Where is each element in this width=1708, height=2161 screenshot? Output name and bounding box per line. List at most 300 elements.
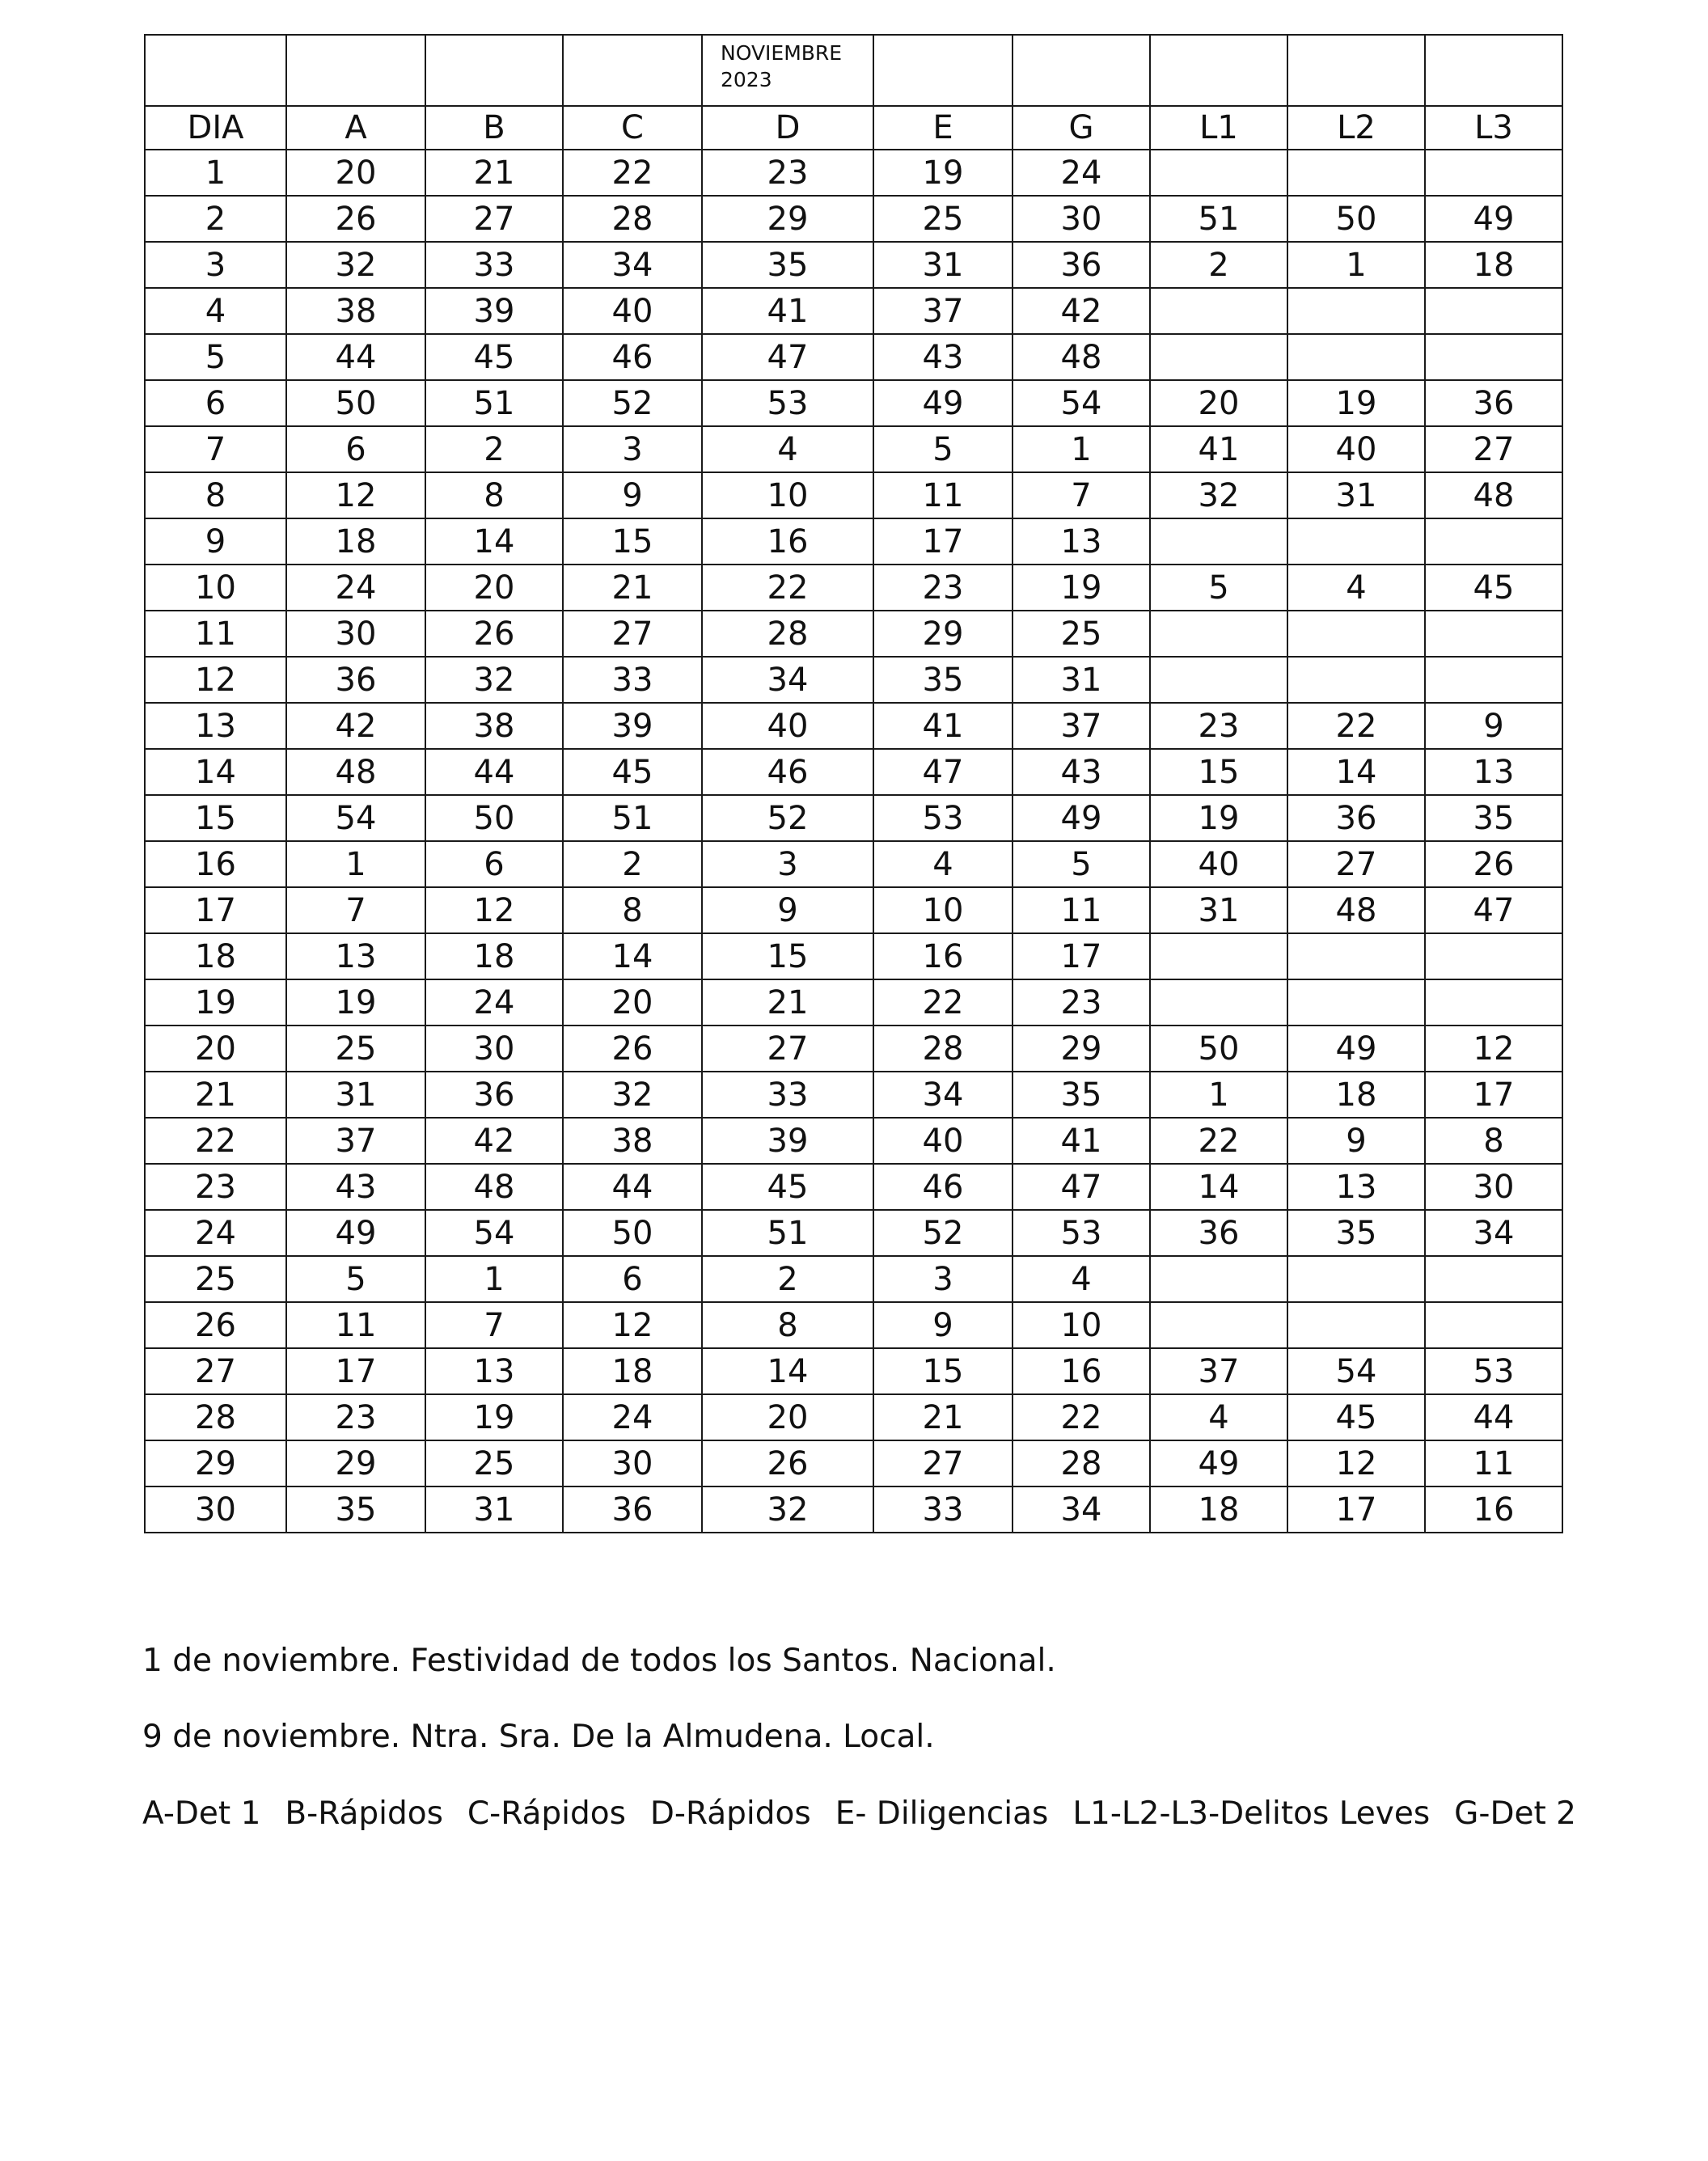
assignment-cell: 30 bbox=[1425, 1164, 1562, 1210]
assignment-cell: 30 bbox=[1013, 196, 1150, 242]
empty-cell bbox=[145, 35, 286, 106]
assignment-cell: 1 bbox=[1150, 1072, 1287, 1118]
table-row bbox=[145, 380, 1562, 426]
assignment-cell: 50 bbox=[286, 380, 425, 426]
assignment-cell: 33 bbox=[702, 1072, 873, 1118]
assignment-cell: 34 bbox=[1013, 1486, 1150, 1533]
assignment-cell bbox=[1425, 611, 1562, 657]
assignment-cell: 4 bbox=[1150, 1394, 1287, 1440]
assignment-cell: 33 bbox=[425, 242, 563, 288]
assignment-cell: 47 bbox=[1013, 1164, 1150, 1210]
assignment-cell: 29 bbox=[286, 1440, 425, 1486]
assignment-cell: 49 bbox=[1425, 196, 1562, 242]
assignment-cell bbox=[1287, 1256, 1425, 1302]
assignment-cell: 36 bbox=[286, 657, 425, 703]
assignment-cell: 22 bbox=[702, 565, 873, 611]
assignment-cell: 44 bbox=[563, 1164, 702, 1210]
assignment-cell bbox=[1425, 933, 1562, 979]
assignment-cell: 28 bbox=[1013, 1440, 1150, 1486]
assignment-cell: 50 bbox=[425, 795, 563, 841]
assignment-cell: 31 bbox=[286, 1072, 425, 1118]
table-row bbox=[145, 472, 1562, 518]
assignment-cell: 13 bbox=[1287, 1164, 1425, 1210]
table-row bbox=[145, 749, 1562, 795]
assignment-cell: 53 bbox=[1425, 1348, 1562, 1394]
assignment-cell: 21 bbox=[563, 565, 702, 611]
assignment-cell: 51 bbox=[425, 380, 563, 426]
assignment-cell: 13 bbox=[425, 1348, 563, 1394]
assignment-cell bbox=[1425, 1302, 1562, 1348]
assignment-cell: 2 bbox=[702, 1256, 873, 1302]
day-cell: 13 bbox=[145, 703, 286, 749]
assignment-cell: 8 bbox=[1425, 1118, 1562, 1164]
assignment-cell: 24 bbox=[563, 1394, 702, 1440]
day-cell: 27 bbox=[145, 1348, 286, 1394]
assignment-cell: 53 bbox=[1013, 1210, 1150, 1256]
assignment-cell: 29 bbox=[702, 196, 873, 242]
assignment-cell: 23 bbox=[1013, 979, 1150, 1026]
table-row bbox=[145, 887, 1562, 933]
assignment-cell: 17 bbox=[1425, 1072, 1562, 1118]
assignment-cell bbox=[1287, 334, 1425, 380]
table-row bbox=[145, 426, 1562, 472]
assignment-cell: 27 bbox=[563, 611, 702, 657]
assignment-cell: 41 bbox=[702, 288, 873, 334]
assignment-cell: 25 bbox=[286, 1026, 425, 1072]
assignment-cell: 22 bbox=[1013, 1394, 1150, 1440]
assignment-cell bbox=[1425, 150, 1562, 196]
assignment-cell: 18 bbox=[425, 933, 563, 979]
assignment-cell: 43 bbox=[873, 334, 1013, 380]
assignment-cell: 41 bbox=[1013, 1118, 1150, 1164]
day-cell: 16 bbox=[145, 841, 286, 887]
assignment-cell: 42 bbox=[286, 703, 425, 749]
assignment-cell: 9 bbox=[873, 1302, 1013, 1348]
day-cell: 21 bbox=[145, 1072, 286, 1118]
day-cell: 10 bbox=[145, 565, 286, 611]
column-header: G bbox=[1013, 106, 1150, 150]
table-row bbox=[145, 1210, 1562, 1256]
table-row bbox=[145, 334, 1562, 380]
assignment-cell: 35 bbox=[286, 1486, 425, 1533]
assignment-cell: 54 bbox=[425, 1210, 563, 1256]
table-row bbox=[145, 657, 1562, 703]
assignment-cell: 54 bbox=[1013, 380, 1150, 426]
assignment-cell: 12 bbox=[425, 887, 563, 933]
assignment-cell: 45 bbox=[702, 1164, 873, 1210]
assignment-cell: 14 bbox=[1150, 1164, 1287, 1210]
assignment-cell: 26 bbox=[1425, 841, 1562, 887]
assignment-cell bbox=[1425, 518, 1562, 565]
assignment-cell bbox=[1287, 150, 1425, 196]
assignment-cell: 24 bbox=[286, 565, 425, 611]
assignment-cell: 49 bbox=[1150, 1440, 1287, 1486]
assignment-cell: 27 bbox=[873, 1440, 1013, 1486]
assignment-cell bbox=[1287, 933, 1425, 979]
table-row bbox=[145, 841, 1562, 887]
assignment-cell: 21 bbox=[873, 1394, 1013, 1440]
assignment-cell: 33 bbox=[873, 1486, 1013, 1533]
month-title-name: NOVIEMBRE bbox=[721, 41, 843, 65]
assignment-cell: 20 bbox=[702, 1394, 873, 1440]
table-row bbox=[145, 933, 1562, 979]
assignment-cell: 20 bbox=[563, 979, 702, 1026]
assignment-cell: 13 bbox=[1425, 749, 1562, 795]
assignment-cell: 4 bbox=[702, 426, 873, 472]
assignment-cell: 50 bbox=[1150, 1026, 1287, 1072]
assignment-cell: 27 bbox=[1425, 426, 1562, 472]
day-cell: 25 bbox=[145, 1256, 286, 1302]
assignment-cell: 52 bbox=[702, 795, 873, 841]
assignment-cell bbox=[1287, 657, 1425, 703]
assignment-cell: 23 bbox=[702, 150, 873, 196]
day-cell: 9 bbox=[145, 518, 286, 565]
column-header-row bbox=[145, 106, 1562, 150]
column-header: DIA bbox=[145, 106, 286, 150]
assignment-cell: 46 bbox=[702, 749, 873, 795]
assignment-cell bbox=[1150, 1302, 1287, 1348]
column-header: B bbox=[425, 106, 563, 150]
assignment-cell: 9 bbox=[1287, 1118, 1425, 1164]
assignment-cell: 26 bbox=[425, 611, 563, 657]
assignment-cell: 19 bbox=[873, 150, 1013, 196]
assignment-cell: 16 bbox=[873, 933, 1013, 979]
assignment-cell: 43 bbox=[286, 1164, 425, 1210]
day-cell: 19 bbox=[145, 979, 286, 1026]
assignment-cell: 40 bbox=[702, 703, 873, 749]
column-header: L2 bbox=[1287, 106, 1425, 150]
assignment-cell: 19 bbox=[425, 1394, 563, 1440]
assignment-cell: 41 bbox=[873, 703, 1013, 749]
assignment-cell: 12 bbox=[563, 1302, 702, 1348]
assignment-cell: 5 bbox=[1013, 841, 1150, 887]
assignment-cell: 47 bbox=[702, 334, 873, 380]
assignment-cell: 9 bbox=[563, 472, 702, 518]
schedule-table bbox=[144, 34, 1563, 1533]
assignment-cell: 48 bbox=[1287, 887, 1425, 933]
assignment-cell: 19 bbox=[1150, 795, 1287, 841]
assignment-cell: 38 bbox=[425, 703, 563, 749]
assignment-cell: 21 bbox=[425, 150, 563, 196]
assignment-cell: 8 bbox=[563, 887, 702, 933]
assignment-cell bbox=[1150, 1256, 1287, 1302]
assignment-cell: 2 bbox=[1150, 242, 1287, 288]
assignment-cell: 41 bbox=[1150, 426, 1287, 472]
assignment-cell: 48 bbox=[425, 1164, 563, 1210]
day-cell: 26 bbox=[145, 1302, 286, 1348]
assignment-cell: 5 bbox=[873, 426, 1013, 472]
table-row bbox=[145, 242, 1562, 288]
column-header: L1 bbox=[1150, 106, 1287, 150]
assignment-cell: 44 bbox=[425, 749, 563, 795]
assignment-cell bbox=[1150, 933, 1287, 979]
table-row bbox=[145, 196, 1562, 242]
assignment-cell: 19 bbox=[1287, 380, 1425, 426]
assignment-cell: 43 bbox=[1013, 749, 1150, 795]
assignment-cell: 24 bbox=[1013, 150, 1150, 196]
assignment-cell: 39 bbox=[563, 703, 702, 749]
assignment-cell: 37 bbox=[1013, 703, 1150, 749]
day-cell: 1 bbox=[145, 150, 286, 196]
assignment-cell: 31 bbox=[873, 242, 1013, 288]
assignment-cell: 40 bbox=[1287, 426, 1425, 472]
day-cell: 6 bbox=[145, 380, 286, 426]
assignment-cell: 44 bbox=[286, 334, 425, 380]
assignment-cell bbox=[1150, 657, 1287, 703]
assignment-cell: 37 bbox=[286, 1118, 425, 1164]
assignment-cell: 28 bbox=[702, 611, 873, 657]
day-cell: 18 bbox=[145, 933, 286, 979]
table-row bbox=[145, 1118, 1562, 1164]
assignment-cell: 34 bbox=[702, 657, 873, 703]
assignment-cell: 27 bbox=[702, 1026, 873, 1072]
assignment-cell bbox=[1425, 1256, 1562, 1302]
day-cell: 17 bbox=[145, 887, 286, 933]
assignment-cell: 34 bbox=[1425, 1210, 1562, 1256]
assignment-cell: 36 bbox=[1425, 380, 1562, 426]
assignment-cell: 6 bbox=[425, 841, 563, 887]
assignment-cell: 8 bbox=[425, 472, 563, 518]
assignment-cell: 47 bbox=[873, 749, 1013, 795]
assignment-cell: 46 bbox=[873, 1164, 1013, 1210]
day-cell: 8 bbox=[145, 472, 286, 518]
table-row bbox=[145, 1164, 1562, 1210]
column-header: E bbox=[873, 106, 1013, 150]
table-row bbox=[145, 979, 1562, 1026]
assignment-cell: 32 bbox=[1150, 472, 1287, 518]
assignment-cell: 23 bbox=[873, 565, 1013, 611]
assignment-cell: 42 bbox=[425, 1118, 563, 1164]
assignment-cell: 28 bbox=[873, 1026, 1013, 1072]
legend-item: E- Diligencias bbox=[835, 1795, 1049, 1832]
assignment-cell: 45 bbox=[1287, 1394, 1425, 1440]
table-row bbox=[145, 1256, 1562, 1302]
empty-cell bbox=[1425, 35, 1562, 106]
assignment-cell: 18 bbox=[286, 518, 425, 565]
assignment-cell: 23 bbox=[286, 1394, 425, 1440]
table-row bbox=[145, 565, 1562, 611]
assignment-cell bbox=[1150, 288, 1287, 334]
legend-item: C-Rápidos bbox=[467, 1795, 626, 1832]
assignment-cell: 11 bbox=[286, 1302, 425, 1348]
table-row bbox=[145, 1394, 1562, 1440]
assignment-cell: 53 bbox=[873, 795, 1013, 841]
assignment-cell: 30 bbox=[286, 611, 425, 657]
assignment-cell: 23 bbox=[1150, 703, 1287, 749]
assignment-cell: 11 bbox=[1425, 1440, 1562, 1486]
assignment-cell: 27 bbox=[425, 196, 563, 242]
assignment-cell: 10 bbox=[1013, 1302, 1150, 1348]
assignment-cell: 35 bbox=[1013, 1072, 1150, 1118]
empty-cell bbox=[873, 35, 1013, 106]
assignment-cell: 32 bbox=[425, 657, 563, 703]
day-cell: 15 bbox=[145, 795, 286, 841]
schedule-table-body bbox=[145, 35, 1562, 1533]
assignment-cell: 54 bbox=[286, 795, 425, 841]
assignment-cell: 19 bbox=[1013, 565, 1150, 611]
assignment-cell: 34 bbox=[563, 242, 702, 288]
day-cell: 22 bbox=[145, 1118, 286, 1164]
holiday-note-local: 9 de noviembre. Ntra. Sra. De la Almudena. Local. bbox=[142, 1719, 935, 1755]
assignment-cell: 35 bbox=[1425, 795, 1562, 841]
table-row bbox=[145, 1026, 1562, 1072]
day-cell: 20 bbox=[145, 1026, 286, 1072]
day-cell: 23 bbox=[145, 1164, 286, 1210]
assignment-cell: 29 bbox=[873, 611, 1013, 657]
assignment-cell: 18 bbox=[1287, 1072, 1425, 1118]
assignment-cell: 19 bbox=[286, 979, 425, 1026]
assignment-cell: 39 bbox=[702, 1118, 873, 1164]
assignment-cell: 36 bbox=[1013, 242, 1150, 288]
assignment-cell: 48 bbox=[1425, 472, 1562, 518]
assignment-cell: 20 bbox=[286, 150, 425, 196]
empty-cell bbox=[1150, 35, 1287, 106]
assignment-cell: 25 bbox=[873, 196, 1013, 242]
day-cell: 5 bbox=[145, 334, 286, 380]
assignment-cell bbox=[1150, 518, 1287, 565]
day-cell: 28 bbox=[145, 1394, 286, 1440]
assignment-cell: 14 bbox=[1287, 749, 1425, 795]
assignment-cell: 12 bbox=[1425, 1026, 1562, 1072]
column-header: C bbox=[563, 106, 702, 150]
assignment-cell: 5 bbox=[1150, 565, 1287, 611]
assignment-cell: 36 bbox=[1287, 795, 1425, 841]
assignment-cell: 22 bbox=[1287, 703, 1425, 749]
legend-item: B-Rápidos bbox=[285, 1795, 443, 1832]
assignment-cell: 1 bbox=[1287, 242, 1425, 288]
assignment-cell: 2 bbox=[425, 426, 563, 472]
empty-cell bbox=[563, 35, 702, 106]
assignment-cell: 49 bbox=[1013, 795, 1150, 841]
assignment-cell: 35 bbox=[873, 657, 1013, 703]
assignment-cell: 30 bbox=[425, 1026, 563, 1072]
empty-cell bbox=[1287, 35, 1425, 106]
assignment-cell: 31 bbox=[1150, 887, 1287, 933]
assignment-cell: 10 bbox=[873, 887, 1013, 933]
table-row bbox=[145, 1486, 1562, 1533]
day-cell: 7 bbox=[145, 426, 286, 472]
assignment-cell bbox=[1287, 518, 1425, 565]
assignment-cell: 12 bbox=[286, 472, 425, 518]
assignment-cell: 7 bbox=[1013, 472, 1150, 518]
assignment-cell: 16 bbox=[702, 518, 873, 565]
assignment-cell: 53 bbox=[702, 380, 873, 426]
assignment-cell bbox=[1425, 979, 1562, 1026]
table-row bbox=[145, 288, 1562, 334]
assignment-cell: 9 bbox=[1425, 703, 1562, 749]
assignment-cell: 34 bbox=[873, 1072, 1013, 1118]
assignment-cell bbox=[1150, 611, 1287, 657]
legend-item: G-Det 2 bbox=[1454, 1795, 1576, 1832]
assignment-cell: 31 bbox=[1013, 657, 1150, 703]
assignment-cell bbox=[1425, 657, 1562, 703]
assignment-cell bbox=[1287, 288, 1425, 334]
assignment-cell: 31 bbox=[425, 1486, 563, 1533]
assignment-cell: 1 bbox=[425, 1256, 563, 1302]
holiday-note-national: 1 de noviembre. Festividad de todos los Santos. Nacional. bbox=[142, 1643, 1056, 1679]
assignment-cell: 3 bbox=[873, 1256, 1013, 1302]
assignment-cell: 36 bbox=[563, 1486, 702, 1533]
day-cell: 3 bbox=[145, 242, 286, 288]
table-row bbox=[145, 1302, 1562, 1348]
assignment-cell: 13 bbox=[1013, 518, 1150, 565]
assignment-cell: 13 bbox=[286, 933, 425, 979]
assignment-cell: 37 bbox=[873, 288, 1013, 334]
assignment-cell: 17 bbox=[1287, 1486, 1425, 1533]
assignment-cell: 40 bbox=[563, 288, 702, 334]
assignment-cell: 3 bbox=[702, 841, 873, 887]
assignment-cell: 51 bbox=[1150, 196, 1287, 242]
assignment-cell: 15 bbox=[1150, 749, 1287, 795]
assignment-cell: 42 bbox=[1013, 288, 1150, 334]
empty-cell bbox=[286, 35, 425, 106]
assignment-cell: 1 bbox=[1013, 426, 1150, 472]
assignment-cell: 35 bbox=[1287, 1210, 1425, 1256]
assignment-cell: 14 bbox=[563, 933, 702, 979]
assignment-cell: 26 bbox=[563, 1026, 702, 1072]
assignment-cell: 4 bbox=[1013, 1256, 1150, 1302]
assignment-cell: 32 bbox=[286, 242, 425, 288]
table-row bbox=[145, 795, 1562, 841]
column-header: A bbox=[286, 106, 425, 150]
assignment-cell: 18 bbox=[563, 1348, 702, 1394]
month-title-year: 2023 bbox=[721, 67, 772, 91]
assignment-cell: 54 bbox=[1287, 1348, 1425, 1394]
assignment-cell: 11 bbox=[873, 472, 1013, 518]
month-title-cell bbox=[702, 35, 873, 106]
assignment-cell: 38 bbox=[286, 288, 425, 334]
month-title-row bbox=[145, 35, 1562, 106]
assignment-cell bbox=[1425, 288, 1562, 334]
day-cell: 30 bbox=[145, 1486, 286, 1533]
assignment-cell: 16 bbox=[1425, 1486, 1562, 1533]
assignment-cell: 40 bbox=[873, 1118, 1013, 1164]
assignment-cell: 39 bbox=[425, 288, 563, 334]
assignment-cell: 5 bbox=[286, 1256, 425, 1302]
assignment-cell: 48 bbox=[286, 749, 425, 795]
assignment-cell: 46 bbox=[563, 334, 702, 380]
assignment-cell: 7 bbox=[425, 1302, 563, 1348]
table-row bbox=[145, 1440, 1562, 1486]
assignment-cell: 31 bbox=[1287, 472, 1425, 518]
assignment-cell: 17 bbox=[286, 1348, 425, 1394]
assignment-cell: 27 bbox=[1287, 841, 1425, 887]
column-legend bbox=[142, 1795, 1600, 1832]
day-cell: 11 bbox=[145, 611, 286, 657]
assignment-cell: 25 bbox=[425, 1440, 563, 1486]
table-row bbox=[145, 1348, 1562, 1394]
assignment-cell: 49 bbox=[286, 1210, 425, 1256]
assignment-cell: 16 bbox=[1013, 1348, 1150, 1394]
assignment-cell: 25 bbox=[1013, 611, 1150, 657]
assignment-cell: 4 bbox=[873, 841, 1013, 887]
assignment-cell: 52 bbox=[563, 380, 702, 426]
assignment-cell: 29 bbox=[1013, 1026, 1150, 1072]
assignment-cell: 51 bbox=[702, 1210, 873, 1256]
assignment-cell: 1 bbox=[286, 841, 425, 887]
day-cell: 24 bbox=[145, 1210, 286, 1256]
assignment-cell: 49 bbox=[873, 380, 1013, 426]
assignment-cell: 7 bbox=[286, 887, 425, 933]
empty-cell bbox=[425, 35, 563, 106]
column-header: L3 bbox=[1425, 106, 1562, 150]
assignment-cell: 17 bbox=[1013, 933, 1150, 979]
empty-cell bbox=[1013, 35, 1150, 106]
assignment-cell: 6 bbox=[286, 426, 425, 472]
assignment-cell bbox=[1287, 1302, 1425, 1348]
assignment-cell: 45 bbox=[1425, 565, 1562, 611]
assignment-cell: 36 bbox=[425, 1072, 563, 1118]
